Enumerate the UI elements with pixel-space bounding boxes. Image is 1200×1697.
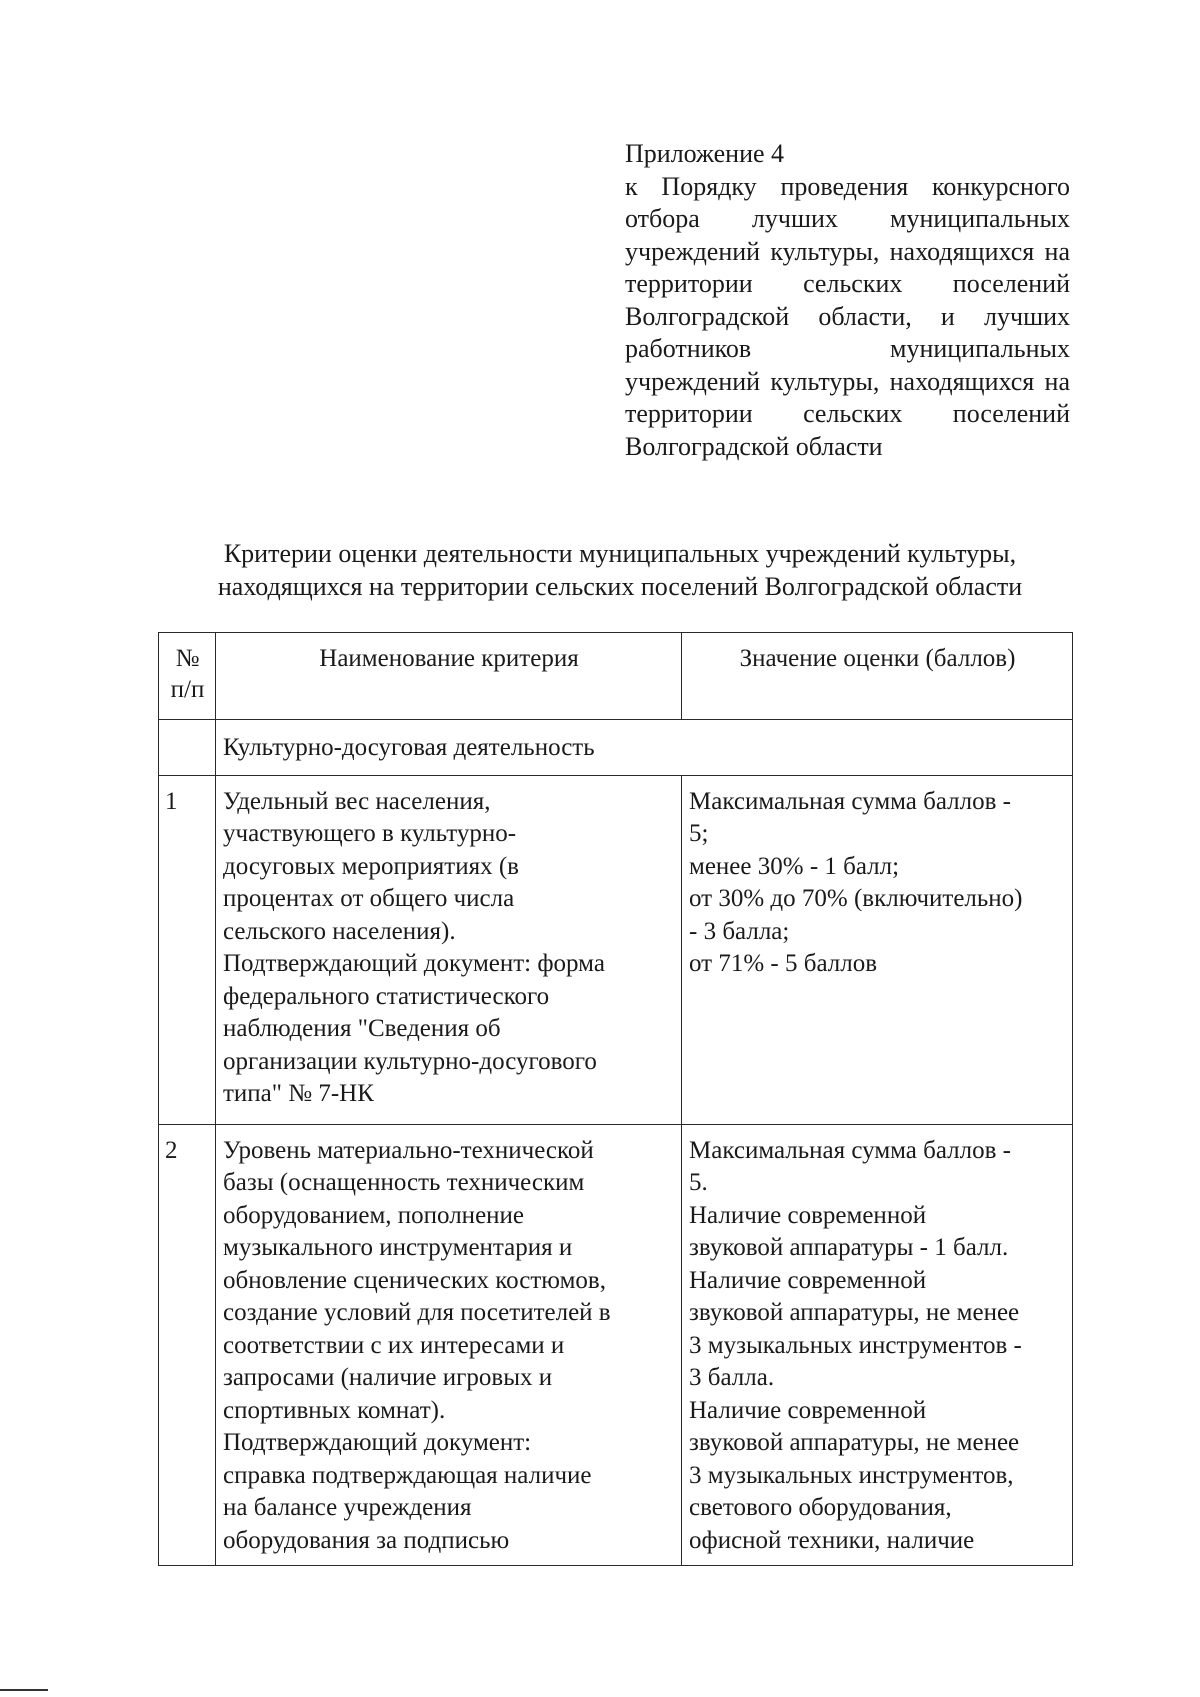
criterion-line: Удельный вес населения,	[223, 787, 491, 815]
table-row	[159, 775, 1073, 1124]
score-line: 5;	[689, 820, 709, 847]
section-row	[159, 720, 1073, 776]
score-line: Наличие современной	[689, 1266, 927, 1294]
score-line: 3 балла.	[689, 1364, 775, 1391]
section-number-cell	[159, 720, 216, 776]
criterion-line: процентах от общего числа	[223, 885, 515, 912]
criterion-line: сельского населения).	[223, 917, 456, 945]
row-criterion	[216, 1124, 682, 1566]
criterion-line: типа" № 7-НК	[223, 1080, 374, 1107]
score-line: звуковой аппаратуры - 1 балл.	[689, 1234, 1009, 1261]
criterion-line: спортивных комнат).	[223, 1396, 446, 1424]
row-number: 2	[159, 1124, 216, 1566]
criterion-line: на балансе учреждения	[223, 1494, 472, 1521]
score-line: - 3 балла;	[689, 917, 790, 945]
appendix-title: Приложение 4	[625, 139, 785, 168]
criterion-line: Уровень материально-технической	[223, 1136, 594, 1164]
criterion-line: участвующего в культурно-	[223, 820, 517, 847]
row-score	[682, 1124, 1073, 1566]
criterion-line: музыкального инструментария и	[223, 1234, 573, 1261]
header-number: № п/п	[159, 633, 216, 720]
score-line: Наличие современной	[689, 1201, 927, 1229]
criterion-line: справка подтверждающая наличие	[223, 1461, 592, 1489]
criterion-line: оборудованием, пополнение	[223, 1201, 525, 1229]
criterion-line: создание условий для посетителей в	[223, 1299, 611, 1326]
score-line: от 71% - 5 баллов	[689, 950, 878, 977]
document-title-line-1: Критерии оценки деятельности муниципальных учреждений культуры,	[223, 539, 1017, 568]
header-score: Значение оценки (баллов)	[682, 633, 1073, 720]
score-line: Максимальная сумма баллов -	[689, 787, 1012, 815]
appendix-reference: к Порядку проведения конкурсного отбора лучших муниципальных учреждений культуры, находящихся на территории сельских поселений Волгоградской области, и лучших работников муниципальных учреждений культуры, находящихся на территории сельских поселений Волгоградской области	[625, 171, 1070, 461]
score-line: звуковой аппаратуры, не менее	[689, 1299, 1020, 1326]
criterion-line: федерального статистического	[223, 982, 550, 1010]
table-row	[159, 1124, 1073, 1566]
score-line: Наличие современной	[689, 1396, 927, 1424]
score-line: менее 30% - 1 балл;	[689, 852, 900, 880]
criterion-line: Подтверждающий документ: форма	[223, 950, 605, 977]
row-number: 1	[159, 775, 216, 1124]
header-criterion: Наименование критерия	[216, 633, 682, 720]
criterion-line: запросами (наличие игровых и	[223, 1364, 553, 1391]
score-line: 5.	[689, 1169, 708, 1196]
criterion-line: обновление сценических костюмов,	[223, 1266, 606, 1294]
criteria-table	[158, 632, 1073, 1566]
criterion-line: досуговых мероприятиях (в	[223, 852, 519, 880]
table-header-row	[159, 633, 1073, 720]
criterion-line: базы (оснащенность техническим	[223, 1169, 585, 1196]
score-line: от 30% до 70% (включительно)	[689, 885, 1023, 912]
scan-edge-mark	[0, 1689, 48, 1691]
score-line: офисной техники, наличие	[689, 1526, 975, 1554]
criterion-line: организации культурно-досугового	[223, 1047, 597, 1075]
score-line: Максимальная сумма баллов -	[689, 1136, 1012, 1164]
appendix-block	[625, 138, 1070, 463]
document-title-line-2: находящихся на территории сельских поселений Волгоградской области	[217, 572, 1023, 601]
criterion-line: наблюдения "Сведения об	[223, 1015, 501, 1042]
score-line: звуковой аппаратуры, не менее	[689, 1429, 1020, 1456]
score-line: светового оборудования,	[689, 1494, 952, 1521]
row-score	[682, 775, 1073, 1124]
score-line: 3 музыкальных инструментов -	[689, 1331, 1022, 1359]
criterion-line: Подтверждающий документ:	[223, 1429, 532, 1456]
criterion-line: оборудования за подписью	[223, 1526, 510, 1554]
criterion-line: соответствии с их интересами и	[223, 1331, 565, 1359]
section-title: Культурно-досуговая деятельность	[216, 720, 1073, 776]
row-criterion	[216, 775, 682, 1124]
score-line: 3 музыкальных инструментов,	[689, 1461, 1014, 1489]
document-title	[120, 537, 1120, 603]
